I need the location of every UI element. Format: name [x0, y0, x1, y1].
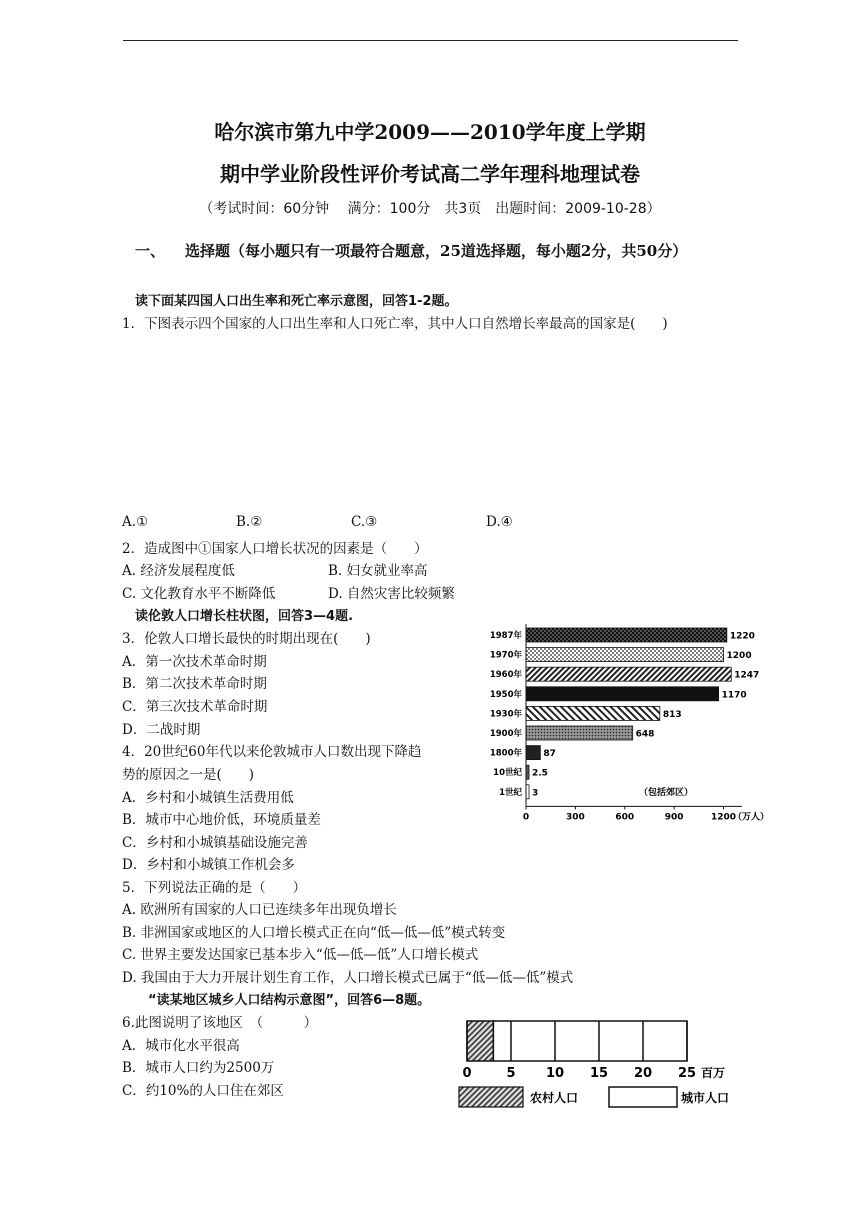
urban-rural-population-chart — [455, 1015, 755, 1115]
q4-option-d: D．乡村和小城镇工作机会多 — [122, 857, 295, 873]
category-label: 1960年 — [489, 670, 522, 681]
bar — [526, 746, 540, 760]
value-label: 1200 — [726, 651, 752, 662]
q6-stem: 6.此图说明了该地区 （ ） — [122, 1015, 318, 1031]
exam-info: （考试时间：60分钟 满分：100分 共3页 出题时间：2009-10-28） — [199, 201, 661, 217]
q3-option-c: C．第三次技术革命时期 — [122, 699, 268, 715]
q5-option-b: B. 非洲国家或地区的人口增长模式正在向“低—低—低”模式转变 — [122, 925, 506, 941]
q4-option-c: C．乡村和小城镇基础设施完善 — [122, 835, 308, 851]
q4-stem-line-2: 势的原因之一是( ) — [122, 767, 255, 783]
category-label: 1900年 — [489, 729, 522, 739]
x-tick-label: 0 — [522, 812, 530, 823]
q5-stem: 5．下列说法正确的是（ ） — [122, 880, 307, 896]
q2-stem: 2．造成图中①国家人口增长状况的因素是（ ） — [122, 541, 428, 557]
x-tick-label: 0 — [462, 1066, 472, 1081]
section-number: 一、 — [135, 242, 166, 260]
bar — [526, 687, 719, 701]
q5-option-a: A. 欧洲所有国家的人口已连续多年出现负增长 — [122, 902, 397, 918]
x-tick-label: 20 — [633, 1066, 653, 1081]
x-tick-label: 15 — [589, 1066, 609, 1081]
intro-q1-2: 读下面某四国人口出生率和死亡率示意图，回答1-2题。 — [135, 294, 458, 309]
exam-title-line-2: 期中学业阶段性评价考试高二学年理科地理试卷 — [220, 162, 640, 186]
q6-option-b: B．城市人口约为2500万 — [122, 1060, 275, 1076]
x-tick-label: 900 — [664, 812, 684, 823]
legend-label-rural: 农村人口 — [530, 1091, 579, 1105]
chart-annotation: （包括郊区） — [638, 787, 694, 798]
category-label: 10世纪 — [493, 768, 522, 779]
urban-population-bar — [493, 1021, 687, 1061]
value-label: 648 — [635, 729, 655, 740]
intro-q3-4: 读伦敦人口增长柱状图，回答3—4题. — [135, 609, 354, 624]
value-label: 1170 — [721, 690, 747, 701]
value-label: 87 — [543, 749, 556, 760]
q3-stem: 3．伦敦人口增长最快的时期出现在( ) — [122, 631, 371, 647]
x-tick-label: 25 — [677, 1066, 697, 1081]
bar — [526, 667, 731, 681]
category-label: 1970年 — [489, 650, 522, 661]
rural-population-bar — [467, 1021, 493, 1061]
value-label: 3 — [532, 788, 539, 799]
header-rule — [123, 40, 738, 41]
q4-stem-line-1: 4．20世纪60年代以来伦敦城市人口数出现下降趋 — [122, 744, 422, 760]
q4-option-a: A．乡村和小城镇生活费用低 — [122, 790, 294, 806]
q1-option-b: B.② — [236, 514, 263, 530]
q2-option-a: A. 经济发展程度低 — [122, 563, 235, 579]
x-unit-label: 百万 — [701, 1066, 726, 1080]
q2-option-c: C. 文化教育水平不断降低 — [122, 586, 276, 602]
q2-option-d: D. 自然灾害比较频繁 — [328, 586, 455, 602]
q2-option-b: B. 妇女就业率高 — [328, 563, 428, 579]
london-population-chart — [480, 620, 770, 823]
value-label: 1247 — [734, 670, 760, 681]
bar — [526, 648, 724, 662]
category-label: 1世纪 — [499, 787, 522, 798]
category-label: 1987年 — [489, 631, 522, 641]
x-unit-label: （万人） — [733, 812, 770, 823]
q3-option-b: B．第二次技术革命时期 — [122, 676, 267, 692]
category-label: 1930年 — [489, 709, 522, 720]
x-tick-label: 1200 — [711, 812, 737, 823]
q1-stem: 1．下图表示四个国家的人口出生率和人口死亡率，其中人口自然增长率最高的国家是( ) — [122, 316, 668, 332]
q5-option-d: D. 我国由于大力开展计划生育工作，人口增长模式已属于“低—低—低”模式 — [122, 970, 574, 986]
category-label: 1950年 — [489, 689, 522, 700]
section-instructions: 选择题（每小题只有一项最符合题意，25道选择题，每小题2分，共50分） — [185, 242, 688, 260]
q3-option-a: A．第一次技术革命时期 — [122, 654, 267, 670]
q1-option-a: A.① — [122, 514, 149, 530]
value-label: 813 — [662, 709, 682, 720]
legend-label-urban: 城市人口 — [681, 1091, 730, 1105]
q1-option-c: C.③ — [351, 514, 378, 530]
bar — [526, 628, 727, 642]
q3-option-d: D．二战时期 — [122, 722, 201, 738]
q6-option-c: C．约10%的人口住在郊区 — [122, 1083, 284, 1099]
intro-q6-8: “读某地区城乡人口结构示意图”，回答6—8题。 — [148, 993, 431, 1008]
value-label: 1220 — [729, 631, 755, 642]
category-label: 1800年 — [489, 748, 522, 759]
value-label: 2.5 — [532, 768, 548, 779]
x-tick-label: 5 — [506, 1066, 516, 1081]
q5-option-c: C. 世界主要发达国家已基本步入“低—低—低”人口增长模式 — [122, 947, 479, 963]
q6-option-a: A．城市化水平很高 — [122, 1038, 240, 1054]
x-tick-label: 10 — [545, 1066, 565, 1081]
bar — [526, 726, 633, 740]
x-tick-label: 300 — [565, 812, 585, 823]
bar — [526, 706, 660, 720]
exam-title-line-1: 哈尔滨市第九中学2009——2010学年度上学期 — [214, 120, 646, 144]
legend-swatch-rural — [459, 1087, 523, 1107]
q4-option-b: B．城市中心地价低，环境质量差 — [122, 812, 321, 828]
q1-option-d: D.④ — [486, 514, 513, 530]
legend-swatch-urban — [609, 1087, 677, 1107]
x-tick-label: 600 — [615, 812, 635, 823]
